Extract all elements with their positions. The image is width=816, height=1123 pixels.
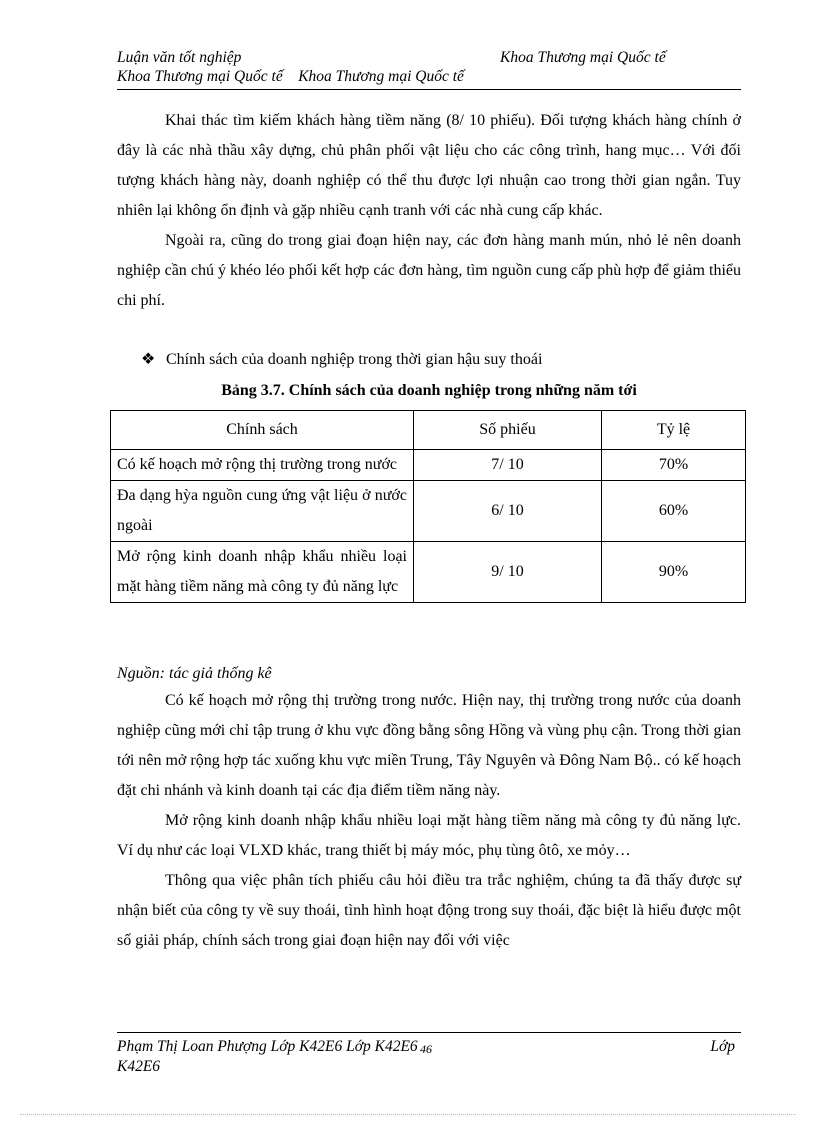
table-source-note: Nguồn: tác giả thống kê — [117, 665, 272, 682]
body-section-bottom — [117, 686, 741, 956]
header-faculty-label: Khoa Thương mại Quốc tế — [500, 49, 666, 66]
table-header-ratio: Tỷ lệ — [602, 411, 746, 450]
header-line-2: Khoa Thương mại Quốc tế Khoa Thương mại Quốc tế — [117, 68, 464, 85]
table-header-policy: Chính sách — [111, 411, 414, 450]
page-bottom-dotted-line — [20, 1114, 796, 1115]
table-row — [111, 481, 746, 542]
table-cell-policy: Đa dạng hỳa nguồn cung ứng vật liệu ở nước ngoài — [111, 481, 414, 542]
bullet-text: Chính sách của doanh nghiệp trong thời gian hậu suy thoái — [166, 351, 543, 368]
table-cell-policy: Mở rộng kinh doanh nhập khẩu nhiều loại mặt hàng tiềm năng mà công ty đủ năng lực — [111, 542, 414, 603]
footer-class-label: Lớp — [710, 1038, 735, 1055]
footer-divider — [117, 1032, 741, 1033]
header-line-1 — [117, 48, 742, 68]
table-header-votes: Số phiếu — [414, 411, 602, 450]
header-divider — [117, 89, 741, 90]
page-number: 46 — [420, 1042, 432, 1056]
table-cell-policy: Có kế hoạch mở rộng thị trường trong nước — [111, 450, 414, 481]
table-cell-ratio: 90% — [602, 542, 746, 603]
footer-author: Phạm Thị Loan Phượng Lớp K42E6 Lớp K42E6 — [117, 1038, 418, 1055]
body-section-top — [117, 106, 741, 316]
header-thesis-label: Luận văn tốt nghiệp — [117, 49, 242, 66]
bullet-item — [141, 350, 542, 370]
footer-author-continued: K42E6 — [117, 1058, 161, 1075]
paragraph-1: Khai thác tìm kiếm khách hàng tiềm năng (8/ 10 phiếu). Đối tượng khách hàng chính ở đây là các nhà thầu xây dựng, chủ phân phối vật liệu cho các công trình, hang mục… Với đối tượng khách hàng này, doanh nghiệp có thể thu được lợi nhuận cao trong thời gian ngắn. Tuy nhiên lại không ổn định và gặp nhiều cạnh tranh với các nhà cung cấp khác. — [117, 112, 741, 219]
table-caption: Bảng 3.7. Chính sách của doanh nghiệp trong những năm tới — [221, 382, 637, 399]
table-header-row — [111, 411, 746, 450]
diamond-bullet-icon: ❖ — [141, 351, 156, 368]
table-row — [111, 542, 746, 603]
table-cell-votes: 9/ 10 — [414, 542, 602, 603]
footer — [117, 1037, 741, 1077]
policy-table — [110, 410, 746, 603]
table-cell-ratio: 60% — [602, 481, 746, 542]
table-cell-votes: 7/ 10 — [414, 450, 602, 481]
paragraph-4: Mở rộng kinh doanh nhập khẩu nhiều loại mặt hàng tiềm năng mà công ty đủ năng lực. Ví dụ như các loại VLXD khác, trang thiết bị máy móc, phụ tùng ôtô, xe mỏy… — [117, 812, 741, 859]
paragraph-3: Có kế hoạch mở rộng thị trường trong nước. Hiện nay, thị trường trong nước của doanh nghiệp cũng mới chỉ tập trung ở khu vực đồng bằng sông Hồng và vùng phụ cận. Trong thời gian tới nên mở rộng hợp tác xuống khu vực miền Trung, Tây Nguyên và Đông Nam Bộ.. có kế hoạch đặt chi nhánh và kinh doanh tại các địa điểm tiềm năng này. — [117, 692, 741, 799]
paragraph-5: Thông qua việc phân tích phiếu câu hỏi điều tra trắc nghiệm, chúng ta đã thấy được sự nhận biết của công ty về suy thoái, tình hình hoạt động trong suy thoái, đặc biệt là hiểu được một số giải pháp, chính sách trong giai đoạn hiện nay đối với việc — [117, 872, 741, 949]
paragraph-2: Ngoài ra, cũng do trong giai đoạn hiện nay, các đơn hàng manh mún, nhỏ lẻ nên doanh nghiệp cần chú ý khéo léo phối kết hợp các đơn hàng, tìm nguồn cung cấp phù hợp để giảm thiểu chi phí. — [117, 232, 741, 309]
table-cell-ratio: 70% — [602, 450, 746, 481]
table-cell-votes: 6/ 10 — [414, 481, 602, 542]
table-row — [111, 450, 746, 481]
